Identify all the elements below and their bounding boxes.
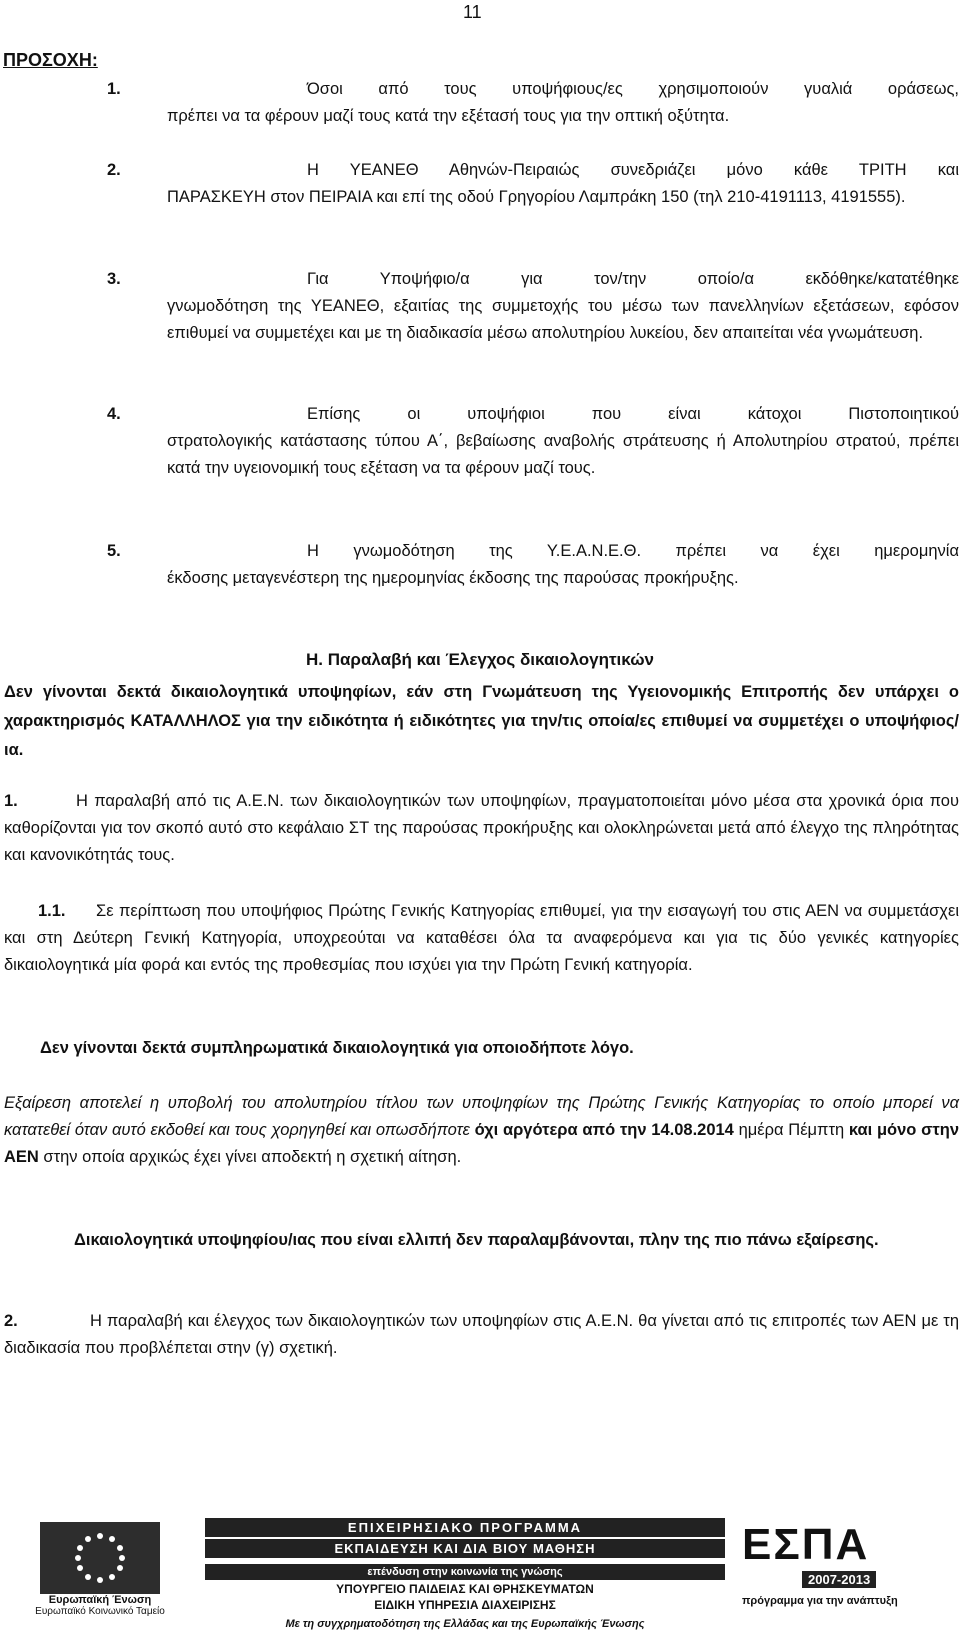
banner-ministry: ΥΠΟΥΡΓΕΙΟ ΠΑΙΔΕΙΑΣ ΚΑΙ ΘΡΗΣΚΕΥΜΑΤΩΝ: [336, 1582, 594, 1596]
footer-logos: [0, 1518, 960, 1630]
paragraph-number: 2.: [4, 1312, 18, 1330]
attention-heading: ΠΡΟΣΟΧΗ:: [3, 50, 98, 70]
banner-line-1: ΕΠΙΧΕΙΡΗΣΙΑΚΟ ΠΡΟΓΡΑΜΜΑ: [205, 1518, 725, 1537]
banner-line-3: επένδυση στην κοινωνία της γνώσης: [205, 1564, 725, 1580]
list-item: [107, 266, 959, 347]
espa-years: 2007-2013: [802, 1571, 876, 1588]
item-rest: γνωμοδότηση της ΥΕΑΝΕΘ, εξαιτίας της συμμετοχής του μέσω των πανελληνίων εξετάσεων, εφόσον επιθυμεί να συμμετέχει και με τη διαδικασία μέσω απολυτηρίου λυκείου, δεν απαιτείται νέα γνωμάτευση.: [167, 297, 959, 342]
espa-subtitle: πρόγραμμα για την ανάπτυξη: [742, 1595, 898, 1607]
eu-subcaption: Ευρωπαϊκό Κοινωνικό Ταμείο: [35, 1606, 165, 1617]
paragraph-number: 1.1.: [38, 902, 66, 920]
item-rest: έκδοσης μεταγενέστερη της ημερομηνίας έκδοσης της παρούσας προκήρυξης.: [167, 569, 739, 587]
section-title: Η. Παραλαβή και Έλεγχος δικαιολογητικών: [305, 650, 655, 669]
exception-day: ημέρα Πέμπτη: [733, 1121, 849, 1139]
list-item: [107, 76, 959, 130]
exception-italic: Εξαίρεση αποτελεί η υποβολή του απολυτηρίου τίτλου των υποψηφίων της Πρώτης Γενικής Κατηγορίας το οποίο μπορεί να κατατεθεί όταν αυτό εκδοθεί και τους χορηγηθεί και οπωσδήποτε: [4, 1094, 959, 1139]
eu-stars-icon: [40, 1522, 160, 1594]
item-rest: πρέπει να τα φέρουν μαζί τους κατά την εξέτασή τους για την οπτική οξύτητα.: [167, 107, 730, 125]
eu-flag-icon: [40, 1522, 160, 1594]
warning-paragraph: Δεν γίνονται δεκτά δικαιολογητικά υποψηφίων, εάν στη Γνωμάτευση της Υγειονομικής Επιτροπής δεν υπάρχει ο χαρακτηρισμός ΚΑΤΑΛΛΗΛΟΣ για την ειδικότητα ή ειδικότητες για την/τις οποία/ες επιθυμεί να συμμετέχει ο υποψήφιος/ια.: [4, 683, 959, 759]
item-lead: Η ΥΕΑΝΕΘ Αθηνών-Πειραιώς συνεδριάζει μόνο κάθε ΤΡΙΤΗ και: [307, 161, 959, 179]
program-banner: [205, 1518, 725, 1630]
item-lead: Η γνωμοδότηση της Υ.Ε.Α.Ν.Ε.Θ. πρέπει να έχει ημερομηνία: [307, 542, 959, 560]
paragraph-text: Σε περίπτωση που υποψήφιος Πρώτης Γενικής Κατηγορίας επιθυμεί, για την εισαγωγή του στις ΑΕΝ να συμμετάσχει και στη Δεύτερη Γενική Κατηγορία, υποχρεούται να καταθέσει όλα τα αναφερόμενα και για τις δύο γενικές κατηγορίες δικαιολογητικά μία φορά και εντός της προθεσμίας που ισχύει για την Πρώτη Γενική κατηγορία.: [4, 902, 959, 974]
list-item: [107, 157, 959, 211]
exception-paragraph: [4, 1090, 959, 1171]
item-lead: Επίσης οι υποψήφιοι που είναι κάτοχοι Πιστοποιητικού: [307, 405, 959, 423]
item-lead: Για Υποψήφιο/α για τον/την οποίο/α εκδόθηκε/κατατέθηκε: [307, 270, 959, 288]
paragraph-1: [4, 788, 959, 869]
exception-only-aen: και μόνο στην ΑΕΝ: [4, 1121, 960, 1166]
paragraph-number: 1.: [4, 792, 18, 810]
item-number: 5.: [107, 542, 121, 560]
no-supplementary-note: Δεν γίνονται δεκτά συμπληρωματικά δικαιολογητικά για οποιοδήποτε λόγο.: [40, 1039, 634, 1057]
banner-cofunding: Με τη συγχρηματοδότηση της Ελλάδας και της Ευρωπαϊκής Ένωσης: [285, 1618, 645, 1630]
paragraph-2: [4, 1308, 959, 1362]
eu-logo: [10, 1522, 190, 1622]
list-item: [107, 538, 959, 592]
banner-service: ΕΙΔΙΚΗ ΥΠΗΡΕΣΙΑ ΔΙΑΧΕΙΡΙΣΗΣ: [374, 1598, 556, 1612]
exception-end: στην οποία αρχικώς έχει γίνει αποδεκτή η σχετική αίτηση.: [38, 1148, 462, 1166]
paragraph-text: Η παραλαβή από τις Α.Ε.Ν. των δικαιολογητικών των υποψηφίων, πραγματοποιείται μόνο μέσα στα χρονικά όρια που καθορίζονται για τον σκοπό αυτό στο κεφάλαιο ΣΤ της παρούσας προκήρυξης και ολοκληρώνεται μετά από έλεγχο της πληρότητας και κανονικότητάς τους.: [4, 792, 959, 864]
espa-title: ΕΣΠΑ: [742, 1520, 870, 1569]
exception-deadline: όχι αργότερα από την 14.08.2014: [474, 1121, 734, 1139]
item-number: 3.: [107, 270, 121, 288]
paragraph-1-1: [4, 898, 959, 979]
banner-line-2: ΕΚΠΑΙΔΕΥΣΗ ΚΑΙ ΔΙΑ ΒΙΟΥ ΜΑΘΗΣΗ: [205, 1539, 725, 1558]
espa-logo: [742, 1520, 952, 1620]
item-rest: στρατολογικής κατάστασης τύπου Α΄, βεβαίωσης αναβολής στράτευσης ή Απολυτηρίου στρατού, πρέπει κατά την υγειονομική τους εξέταση να τα φέρουν μαζί τους.: [167, 432, 959, 477]
eu-caption: Ευρωπαϊκή Ένωση: [48, 1594, 152, 1606]
item-number: 4.: [107, 405, 121, 423]
paragraph-text: Η παραλαβή και έλεγχος των δικαιολογητικών των υποψηφίων στις Α.Ε.Ν. θα γίνεται από τις επιτροπές των ΑΕΝ με τη διαδικασία που προβλέπεται στην (γ) σχετική.: [4, 1312, 959, 1357]
item-number: 1.: [107, 80, 121, 98]
incomplete-note: Δικαιολογητικά υποψηφίου/ιας που είναι ελλιπή δεν παραλαμβάνονται, πλην της πιο πάνω εξαίρεσης.: [74, 1231, 879, 1249]
page-number: 11: [463, 2, 482, 22]
item-number: 2.: [107, 161, 121, 179]
item-lead: Όσοι από τους υποψήφιους/ες χρησιμοποιούν γυαλιά οράσεως,: [307, 80, 959, 98]
item-rest: ΠΑΡΑΣΚΕΥΗ στον ΠΕΙΡΑΙΑ και επί της οδού Γρηγορίου Λαμπράκη 150 (τηλ 210-4191113, 4191555).: [167, 188, 906, 206]
list-item: [107, 401, 959, 482]
